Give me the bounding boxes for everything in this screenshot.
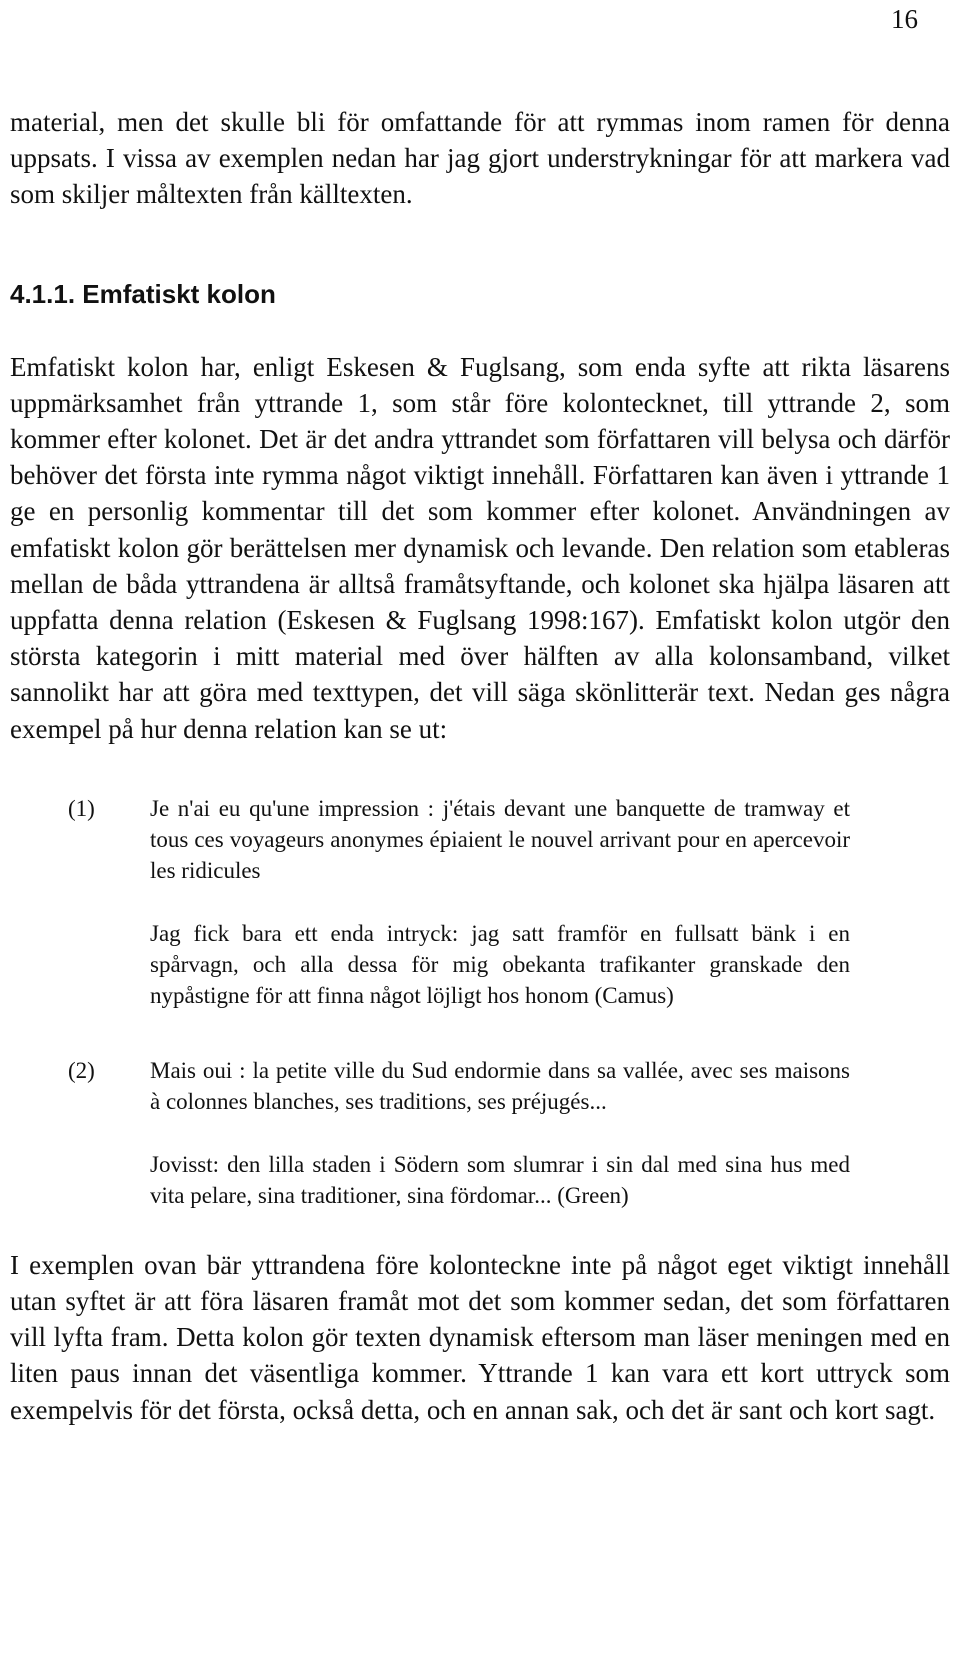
example-translation-text: Jovisst: den lilla staden i Södern som slumrar i sin dal med sina hus med vita pelare, sina traditioner, sina fördomar... (Green) bbox=[150, 1151, 850, 1208]
example-2 bbox=[10, 1055, 950, 1211]
example-translation-text: Jag fick bara ett enda intryck: jag satt framför en fullsatt bänk i en spårvagn, och alla dessa för mig obekanta trafikanter granskade den nypåstigne för att finna något löjligt hos honom (Camus) bbox=[150, 920, 850, 1008]
example-1 bbox=[10, 793, 950, 1011]
intro-paragraph: material, men det skulle bli för omfattande för att rymmas inom ramen för denna uppsats. I vissa av exemplen nedan har jag gjort understrykningar för att markera vad som skiljer måltexten från källtexten. bbox=[10, 107, 950, 210]
section-heading: 4.1.1. Emfatiskt kolon bbox=[10, 278, 276, 309]
example-body bbox=[150, 793, 850, 1011]
example-original-text: Mais oui : la petite ville du Sud endormie dans sa vallée, avec ses maisons à colonnes blanches, ses traditions, ses préjugés... bbox=[150, 1057, 850, 1114]
example-original-text: Je n'ai eu qu'une impression : j'étais devant une banquette de tramway et tous ces voyageurs anonymes épiaient le nouvel arrivant pour en apercevoir les ridicules bbox=[150, 795, 850, 883]
final-paragraph: I exemplen ovan bär yttrandena före kolonteckne inte på något eget viktigt innehåll utan syftet är att föra läsaren framåt mot det som kommer sedan, det som författaren vill lyfta fram. Detta kolon gör texten dynamisk eftersom man läser meningen med en liten paus innan det väsentliga kommer. Yttrande 1 kan vara ett kort uttryck som exempelvis för det första, också detta, och en annan sak, och det är sant och kort sagt. bbox=[10, 1249, 950, 1425]
example-number: (1) bbox=[68, 795, 95, 821]
body-paragraph: Emfatiskt kolon har, enligt Eskesen & Fuglsang, som enda syfte att rikta läsarens uppmärksamhet från yttrande 1, som står före kolontecknet, till yttrande 2, som kommer efter kolonet. Det är det andra yttrandet som författaren vill belysa och därför behöver det första inte rymma något viktigt innehåll. Författaren kan även i yttrande 1 ge en personlig kommentar till det som kommer efter kolonet. Användningen av emfatiskt kolon gör berättelsen mer dynamisk och levande. Den relation som etableras mellan de båda yttrandena är alltså framåtsyftande, och kolonet ska hjälpa läsaren att uppfatta denna relation (Eskesen & Fuglsang 1998:167). Emfatiskt kolon utgör den största kategorin i mitt material med över hälften av alla kolonsamband, vilket sannolikt har att göra med texttypen, det vill säga skönlitterär text. Nedan ges några exempel på hur denna relation kan se ut: bbox=[10, 351, 950, 744]
example-number: (2) bbox=[68, 1057, 95, 1083]
page-content bbox=[10, 104, 950, 1428]
page-number: 16 bbox=[891, 4, 918, 34]
example-body bbox=[150, 1055, 850, 1211]
